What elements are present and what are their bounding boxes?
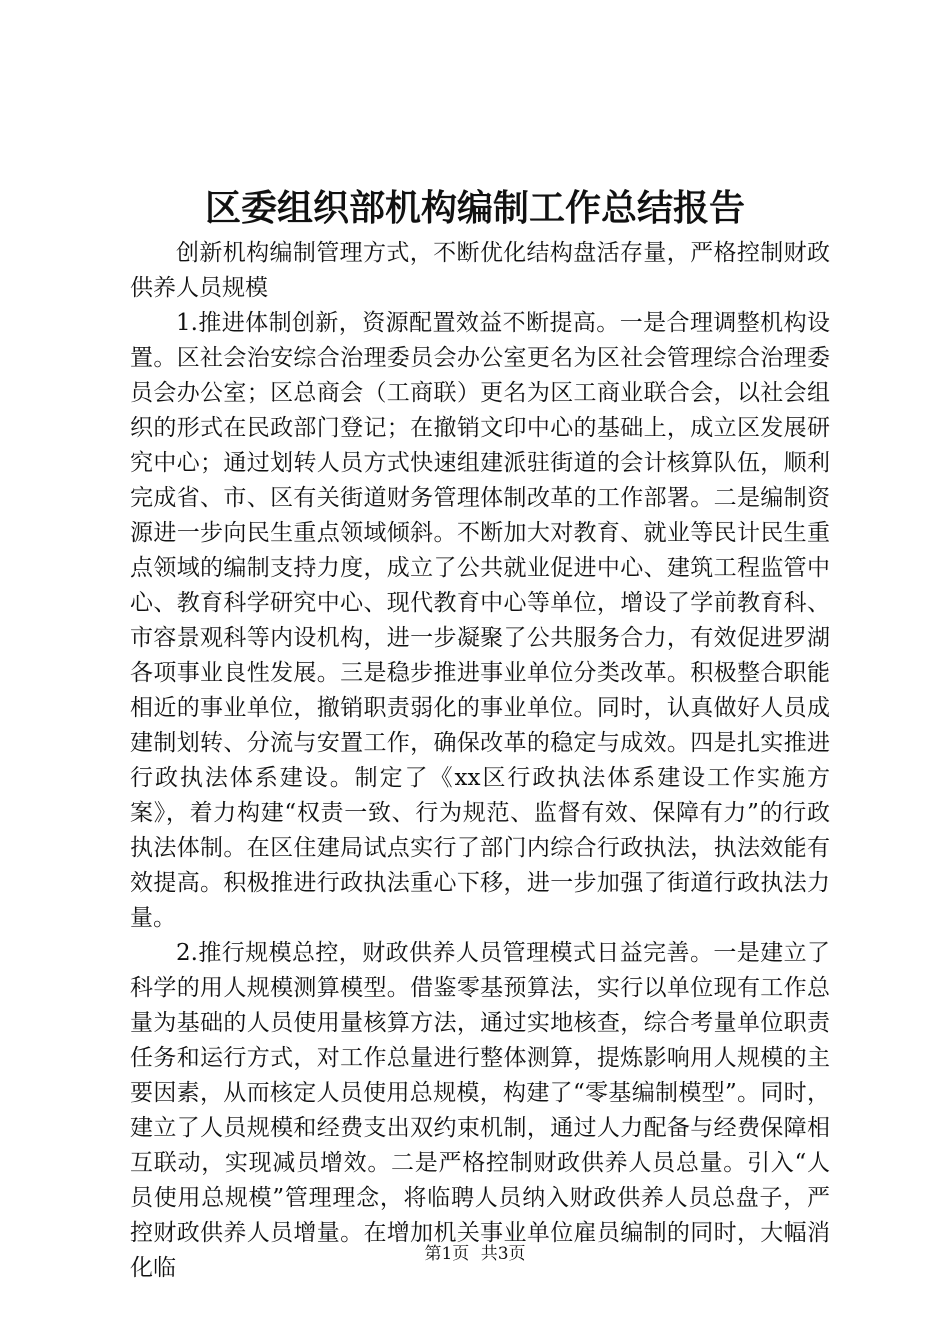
page-footer [0, 1242, 950, 1266]
paragraph-intro: 创新机构编制管理方式，不断优化结构盘活存量，严格控制财政供养人员规模 [130, 240, 830, 301]
page-number-current: 第1页 [424, 1244, 470, 1264]
paragraph-section-2: 2.推行规模总控，财政供养人员管理模式日益完善。一是建立了科学的用人规模测算模型。借鉴零基预算法，实行以单位现有工作总量为基础的人员使用量核算方法，通过实地核查，综合考量单位职责任务和运行方式，对工作总量进行整体测算，提炼影响用人规模的主要因素，从而核定人员使用总规模，构建了“零基编制模型”。同时，建立了人员规模和经费支出双约束机制，通过人力配备与经费保障相互联动，实现减员增效。二是严格控制财政供养人员总量。引入“人员使用总规模”管理理念，将临聘人员纳入财政供养人员总盘子，严控财政供养人员增量。在增加机关事业单位雇员编制的同时，大幅消化临 [130, 940, 830, 1281]
paragraph-section-1: 1.推进体制创新，资源配置效益不断提高。一是合理调整机构设置。区社会治安综合治理委员会办公室更名为区社会管理综合治理委员会办公室；区总商会（工商联）更名为区工商业联合会，以社会组织的形式在民政部门登记；在撤销文印中心的基础上，成立区发展研究中心；通过划转人员方式快速组建派驻街道的会计核算队伍，顺利完成省、市、区有关街道财务管理体制改革的工作部署。二是编制资源进一步向民生重点领域倾斜。不断加大对教育、就业等民计民生重点领域的编制支持力度，成立了公共就业促进中心、建筑工程监管中心、教育科学研究中心、现代教育中心等单位，增设了学前教育科、市容景观科等内设机构，进一步凝聚了公共服务合力，有效促进罗湖各项事业良性发展。三是稳步推进事业单位分类改革。积极整合职能相近的事业单位，撤销职责弱化的事业单位。同时，认真做好人员成建制划转、分流与安置工作，确保改革的稳定与成效。四是扎实推进行政执法体系建设。制定了《xx区行政执法体系建设工作实施方案》，着力构建“权责一致、行为规范、监督有效、保障有力”的行政执法体制。在区住建局试点实行了部门内综合行政执法，执法效能有效提高。积极推进行政执法重心下移，进一步加强了街道行政执法力量。 [130, 310, 830, 931]
document-body [130, 236, 830, 1286]
document-title: 区委组织部机构编制工作总结报告 [204, 187, 745, 229]
page-number-total: 共3页 [480, 1244, 526, 1264]
